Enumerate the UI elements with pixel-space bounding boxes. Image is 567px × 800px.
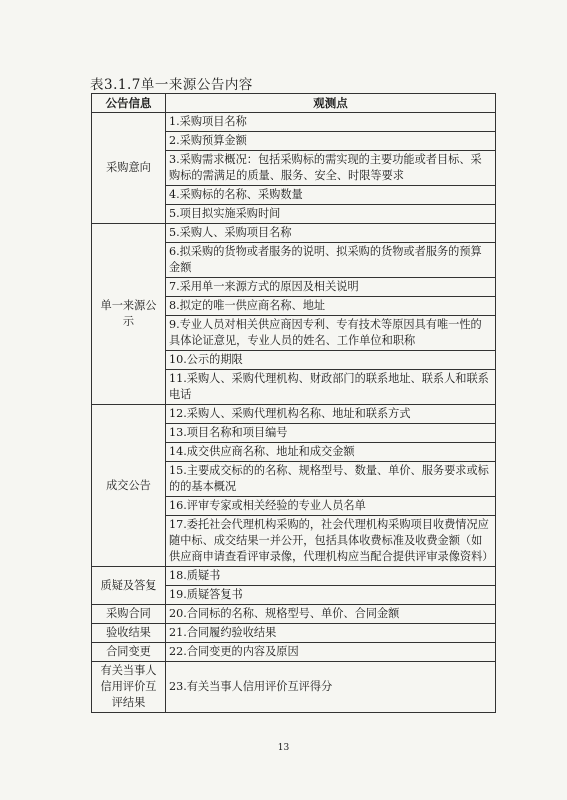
observation-point-cell: 5.项目拟实施采购时间 xyxy=(166,205,496,224)
observation-point-cell: 7.采用单一来源方式的原因及相关说明 xyxy=(166,278,496,297)
table-row xyxy=(92,567,496,586)
observation-point-cell: 17.委托社会代理机构采购的，社会代理机构采购项目收费情况应随中标、成交结果一并公开，包括具体收费标准及收费金额（如供应商申请查看评审录像，代理机构应当配合提供评审录像资料） xyxy=(166,516,496,567)
category-cell: 有关当事人信用评价互评结果 xyxy=(92,662,166,713)
category-cell: 采购合同 xyxy=(92,605,166,624)
category-cell: 成交公告 xyxy=(92,405,166,567)
observation-point-cell: 9.专业人员对相关供应商因专利、专有技术等原因具有唯一性的具体论证意见，专业人员的姓名、工作单位和职称 xyxy=(166,316,496,351)
observation-point-cell: 8.拟定的唯一供应商名称、地址 xyxy=(166,297,496,316)
category-cell: 合同变更 xyxy=(92,643,166,662)
observation-point-cell: 12.采购人、采购代理机构名称、地址和联系方式 xyxy=(166,405,496,424)
observation-point-cell: 5.采购人、采购项目名称 xyxy=(166,224,496,243)
page-number: 13 xyxy=(277,743,290,753)
header-category: 公告信息 xyxy=(92,94,166,113)
observation-point-cell: 16.评审专家或相关经验的专业人员名单 xyxy=(166,497,496,516)
observation-point-cell: 13.项目名称和项目编号 xyxy=(166,424,496,443)
table-row xyxy=(92,662,496,713)
observation-point-cell: 15.主要成交标的的名称、规格型号、数量、单价、服务要求或标的的基本概况 xyxy=(166,462,496,497)
observation-point-cell: 19.质疑答复书 xyxy=(166,586,496,605)
table-row xyxy=(92,605,496,624)
observation-point-cell: 18.质疑书 xyxy=(166,567,496,586)
table-row xyxy=(92,405,496,424)
observation-point-cell: 4.采购标的名称、采购数量 xyxy=(166,186,496,205)
header-observation-point: 观测点 xyxy=(166,94,496,113)
observation-point-cell: 20.合同标的名称、规格型号、单价、合同金额 xyxy=(166,605,496,624)
observation-point-cell: 10.公示的期限 xyxy=(166,351,496,370)
category-cell: 验收结果 xyxy=(92,624,166,643)
observation-point-cell: 3.采购需求概况：包括采购标的需实现的主要功能或者目标、采购标的需满足的质量、服务、安全、时限等要求 xyxy=(166,151,496,186)
observation-point-cell: 21.合同履约验收结果 xyxy=(166,624,496,643)
table-row xyxy=(92,113,496,132)
category-cell: 单一来源公示 xyxy=(92,224,166,405)
category-cell: 质疑及答复 xyxy=(92,567,166,605)
observation-point-cell: 23.有关当事人信用评价互评得分 xyxy=(166,662,496,713)
observation-point-cell: 11.采购人、采购代理机构、财政部门的联系地址、联系人和联系电话 xyxy=(166,370,496,405)
observation-point-cell: 1.采购项目名称 xyxy=(166,113,496,132)
table-row xyxy=(92,624,496,643)
observation-point-cell: 2.采购预算金额 xyxy=(166,132,496,151)
observation-point-cell: 22.合同变更的内容及原因 xyxy=(166,643,496,662)
observation-point-cell: 14.成交供应商名称、地址和成交金额 xyxy=(166,443,496,462)
notice-content-table xyxy=(91,93,496,713)
category-cell: 采购意向 xyxy=(92,113,166,224)
table-row xyxy=(92,643,496,662)
table-row xyxy=(92,224,496,243)
table-caption: 表3.1.7单一来源公告内容 xyxy=(90,77,253,93)
observation-point-cell: 6.拟采购的货物或者服务的说明、拟采购的货物或者服务的预算金额 xyxy=(166,243,496,278)
table-header-row xyxy=(92,94,496,113)
